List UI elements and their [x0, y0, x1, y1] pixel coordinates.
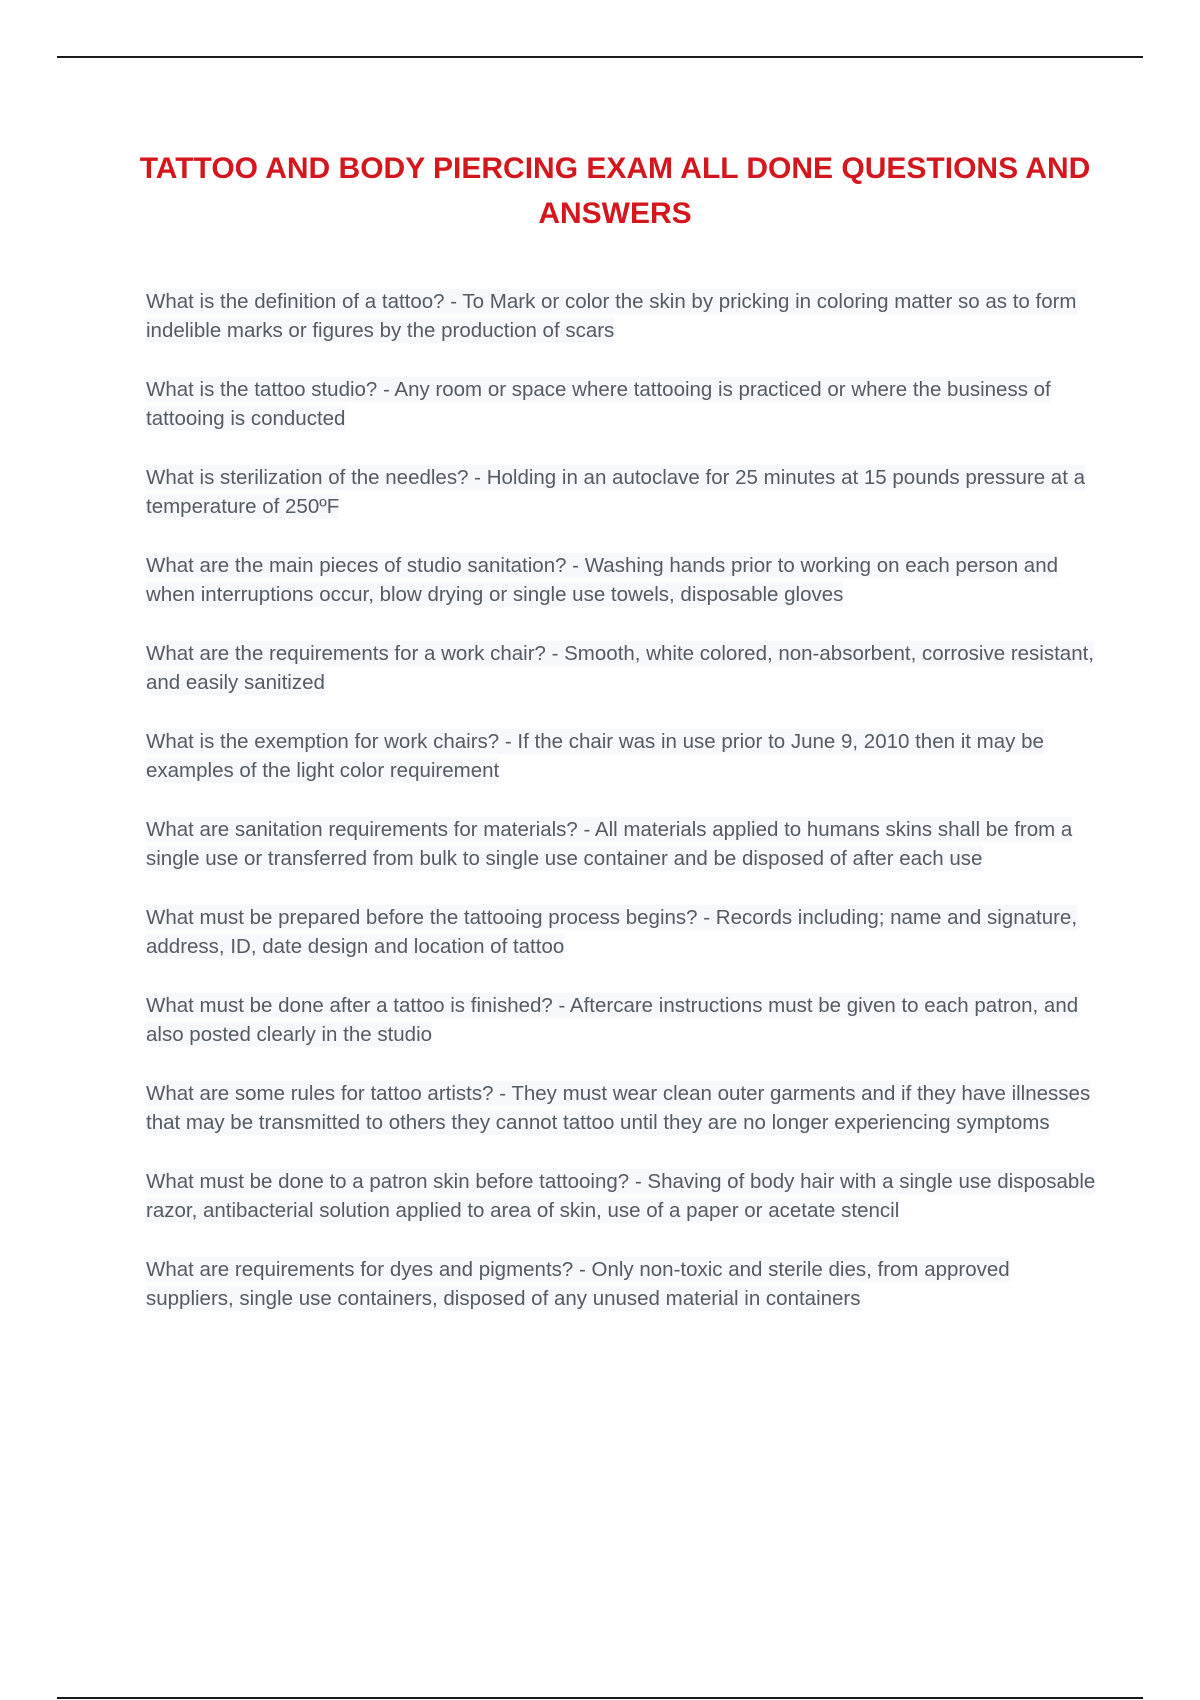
qa-item: [146, 991, 1098, 1049]
qa-text: What is the exemption for work chairs? - If the chair was in use prior to June 9, 2010 then it may be examples of the light color requirement: [146, 730, 1044, 782]
qa-text: What must be done after a tattoo is finished? - Aftercare instructions must be given to each patron, and also posted clearly in the studio: [146, 994, 1079, 1046]
qa-list: [146, 287, 1098, 1343]
qa-text: What are the main pieces of studio sanitation? - Washing hands prior to working on each person and when interruptions occur, blow drying or single use towels, disposable gloves: [146, 554, 1059, 606]
qa-text: What are some rules for tattoo artists? - They must wear clean outer garments and if they have illnesses that may be transmitted to others they cannot tattoo until they are no longer experiencing symptoms: [146, 1082, 1091, 1134]
qa-text: What are requirements for dyes and pigments? - Only non-toxic and sterile dies, from approved suppliers, single use containers, disposed of any unused material in containers: [146, 1258, 1010, 1310]
qa-text: What is sterilization of the needles? - Holding in an autoclave for 25 minutes at 15 pounds pressure at a temperature of 250ºF: [146, 466, 1085, 518]
qa-item: [146, 1167, 1098, 1225]
qa-item: [146, 463, 1098, 521]
qa-item: [146, 551, 1098, 609]
qa-item: [146, 1255, 1098, 1313]
page-title: TATTOO AND BODY PIERCING EXAM ALL DONE QUESTIONS AND ANSWERS: [139, 152, 1091, 230]
qa-text: What must be done to a patron skin before tattooing? - Shaving of body hair with a single use disposable razor, antibacterial solution applied to area of skin, use of a paper or acetate stencil: [146, 1170, 1096, 1222]
footer-rule: [57, 1697, 1143, 1699]
qa-text: What is the definition of a tattoo? - To Mark or color the skin by pricking in coloring matter so as to form indelible marks or figures by the production of scars: [146, 290, 1077, 342]
qa-item: [146, 375, 1098, 433]
qa-text: What are sanitation requirements for materials? - All materials applied to humans skins shall be from a single use or transferred from bulk to single use container and be disposed of after each use: [146, 818, 1073, 870]
qa-item: [146, 1079, 1098, 1137]
qa-text: What is the tattoo studio? - Any room or space where tattooing is practiced or where the business of tattooing is conducted: [146, 378, 1051, 430]
header-rule: [57, 56, 1143, 58]
qa-item: [146, 727, 1098, 785]
qa-item: [146, 815, 1098, 873]
qa-item: [146, 639, 1098, 697]
qa-item: [146, 287, 1098, 345]
qa-text: What are the requirements for a work chair? - Smooth, white colored, non-absorbent, corrosive resistant, and easily sanitized: [146, 642, 1094, 694]
qa-item: [146, 903, 1098, 961]
qa-text: What must be prepared before the tattooing process begins? - Records including; name and signature, address, ID, date design and location of tattoo: [146, 906, 1078, 958]
